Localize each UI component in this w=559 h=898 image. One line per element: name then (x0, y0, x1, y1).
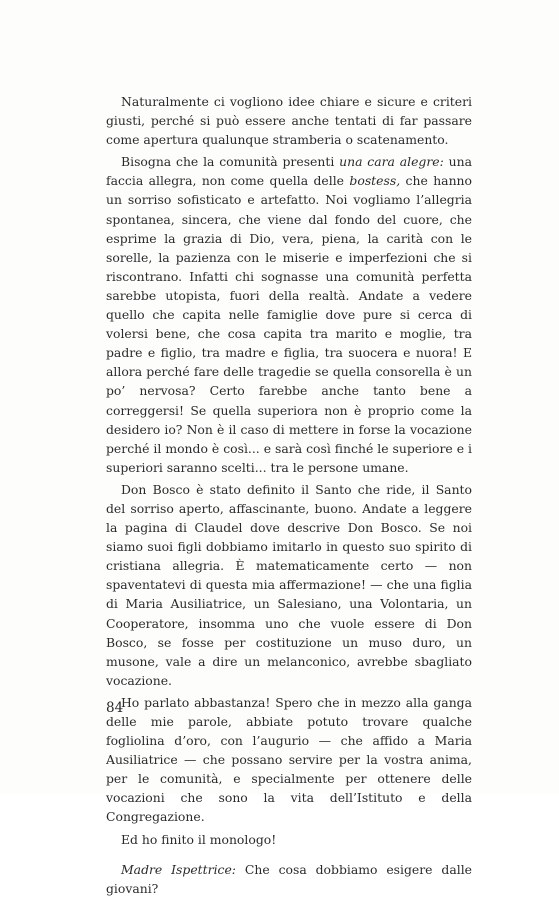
paragraph (106, 693, 472, 827)
paragraph-text: Naturalmente ci vogliono idee chiare e sicure e criteri giusti, perché si può essere anche tentati di far passare come apertura qualunque stramberia o scatenamento. (106, 94, 472, 148)
emphasis-text: una cara alegre: (339, 154, 444, 170)
paragraph-text: Bisogna che la comunità presenti (121, 154, 340, 170)
question-paragraph (106, 860, 472, 898)
paragraph (106, 830, 472, 849)
body-text (106, 92, 472, 898)
paragraph (106, 152, 472, 477)
question-text: Che cosa dobbiamo esigere dalle giovani? (106, 861, 472, 896)
paragraph (106, 480, 472, 690)
paragraph-text: Ho parlato abbastanza! Spero che in mezzo alla ganga delle mie parole, abbiate potuto trovare qualche fogliolina d’oro, con l’augurio — che affido a Maria Ausiliatrice — che possano servire per la vostra anima, per le comunità, e specialmente per ottenere delle vocazioni che sono la vita dell’Istituto e della Congregazione. (106, 694, 472, 825)
emphasis-text: bostess, (349, 173, 401, 189)
speaker-label: Madre Ispettrice: (121, 861, 236, 877)
paragraph (106, 92, 472, 149)
paragraph-text: una faccia allegra, non come quella delle (106, 154, 472, 189)
paragraph-text: Ed ho finito il monologo! (121, 831, 277, 847)
page-number: 84 (106, 700, 124, 716)
paragraph-text: Don Bosco è stato definito il Santo che ride, il Santo del sorriso aperto, affascinante, buono. Andate a leggere la pagina di Claudel dove descrive Don Bosco. Se noi siamo suoi figli dobbiamo imitarlo in questo suo spirito di cristiana allegria. È matematicamente certo — non spaventatevi di questa mia affermazione! — che una figlia di Maria Ausiliatrice, un Salesiano, una Volontaria, un Cooperatore, insomma uno che vuole essere di Don Bosco, se fosse per costituzione un muso duro, un musone, vale a dire un melanconico, avrebbe sbagliato vocazione. (106, 481, 472, 688)
paragraph-text: che hanno un sorriso sofisticato e artefatto. Noi vogliamo l’allegria spontanea, sincera, che viene dal fondo del cuore, che esprime la grazia di Dio, vera, piena, la carità con le sorelle, la pazienza con le miserie e imperfezioni che si riscontrano. Infatti chi sognasse una comunità perfetta sarebbe utopista, fuori della realtà. Andate a vedere quello che capita nelle famiglie dove pure si cerca di volersi bene, che cosa capita tra marito e moglie, tra padre e figlio, tra madre e figlia, tra suocera e nuora! E allora perché fare delle tragedie se quella consorella è un po’ nervosa? Certo farebbe anche tanto bene a correggersi! Se quella superiora non è proprio come la desidero io? Non è il caso di mettere in forse la vocazione perché il mondo è così... e sarà così finché le superiore e i superiori saranno scelti... tra le persone umane. (106, 173, 472, 475)
